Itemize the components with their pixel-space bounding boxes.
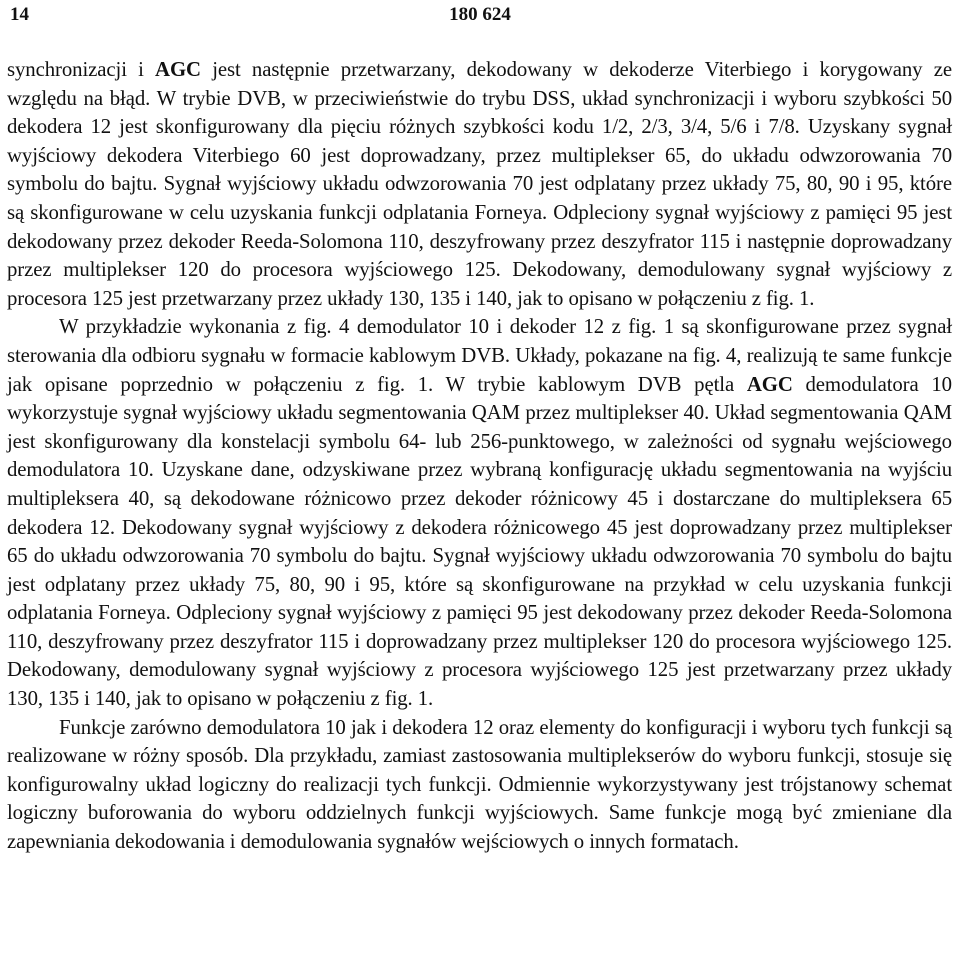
paragraph-2 — [7, 313, 952, 713]
page-number: 14 — [10, 4, 29, 25]
text-segment: synchronizacji i — [7, 58, 156, 81]
paragraph-3 — [7, 714, 952, 857]
agc-term: AGC — [746, 372, 793, 396]
paragraph-1 — [7, 56, 952, 313]
text-segment: jest następnie przetwarzany, dekodowany w dekoderze Viterbiego i korygowany ze względu na błąd. W trybie DVB, w przeciwieństwie do trybu DSS, układ synchronizacji i wyboru szybkości 50 dekodera 12 jest skonfigurowany dla pięciu różnych szybkości kodu 1/2, 2/3, 3/4, 5/6 i 7/8. Uzyskany sygnał wyjściowy dekodera Viterbiego 60 jest doprowadzany, przez multiplekser 65, do układu odwzorowania 70 symbolu do bajtu. Sygnał wyjściowy układu odwzorowania 70 jest odplatany przez układy 75, 80, 90 i 95, które są skonfigurowane w celu uzyskania funkcji odplatania Forneya. Odpleciony sygnał wyjściowy z pamięci 95 jest dekodowany przez dekoder Reeda-Solomona 110, deszyfrowany przez deszyfrator 115 i następnie doprowadzany przez multiplekser 120 do procesora wyjściowego 125. Dekodowany, demodulowany sygnał wyjściowy z procesora 125 jest przetwarzany przez układy 130, 135 i 140, jak to opisano w połączeniu z fig. 1. — [7, 58, 952, 310]
page-header — [0, 0, 960, 36]
body-text — [7, 56, 952, 857]
agc-term: AGC — [155, 58, 201, 81]
text-segment: demodulatora 10 wykorzystuje sygnał wyjściowy układu segmentowania QAM przez multiplekser 40. Układ segmentowania QAM jest skonfigurowany dla konstelacji symbolu 64- lub 256-punktowego, w zależności od sygnału wejściowego demodulatora 10. Uzyskane dane, odzyskiwane przez wybraną konfigurację układu segmentowania na wyjściu multipleksera 40, są dekodowane różnicowo przez dekoder różnicowy 45 i dostarczane do multipleksera 65 dekodera 12. Dekodowany sygnał wyjściowy z dekodera różnicowego 45 jest doprowadzany przez multiplekser 65 do układu odwzorowania 70 symbolu do bajtu. Sygnał wyjściowy układu odwzorowania 70 symbolu do bajtu jest odplatany przez układy 75, 80, 90 i 95, które są skonfigurowane na przykład w celu uzyskania funkcji odplatania Forneya. Odpleciony sygnał wyjściowy z pamięci 95 jest dekodowany przez dekoder Reeda-Solomona 110, deszyfrowany przez deszyfrator 115 i doprowadzany przez multiplekser 120 do procesora wyjściowego 125. Dekodowany, demodulowany sygnał wyjściowy z procesora wyjściowego 125 jest przetwarzany przez układy 130, 135 i 140, jak to opisano w połączeniu z fig. 1. — [7, 372, 952, 711]
text-segment: W przykładzie wykonania z fig. 4 demodulator 10 i dekoder 12 z fig. 1 są skonfigurowane przez sygnał sterowania dla odbioru sygnału w formacie kablowym DVB. Układy, pokazane na fig. 4, realizują te same funkcje jak opisane poprzednio w połączeniu z fig. 1. W trybie kablowym DVB pętla — [7, 315, 952, 396]
text-segment: Funkcje zarówno demodulatora 10 jak i dekodera 12 oraz elementy do konfiguracji i wyboru tych funkcji są realizowane w różny sposób. Dla przykładu, zamiast zastosowania multiplekserów do wyboru funkcji, stosuje się konfigurowalny układ logiczny do realizacji tych funkcji. Odmiennie wykorzystywany jest trójstanowy schemat logiczny buforowania do wyboru oddzielnych funkcji wyjściowych. Same funkcje mogą być zmieniane dla zapewniania dekodowania i demodulowania sygnałów wejściowych o innych formatach. — [7, 715, 952, 854]
patent-number: 180 624 — [449, 4, 511, 25]
